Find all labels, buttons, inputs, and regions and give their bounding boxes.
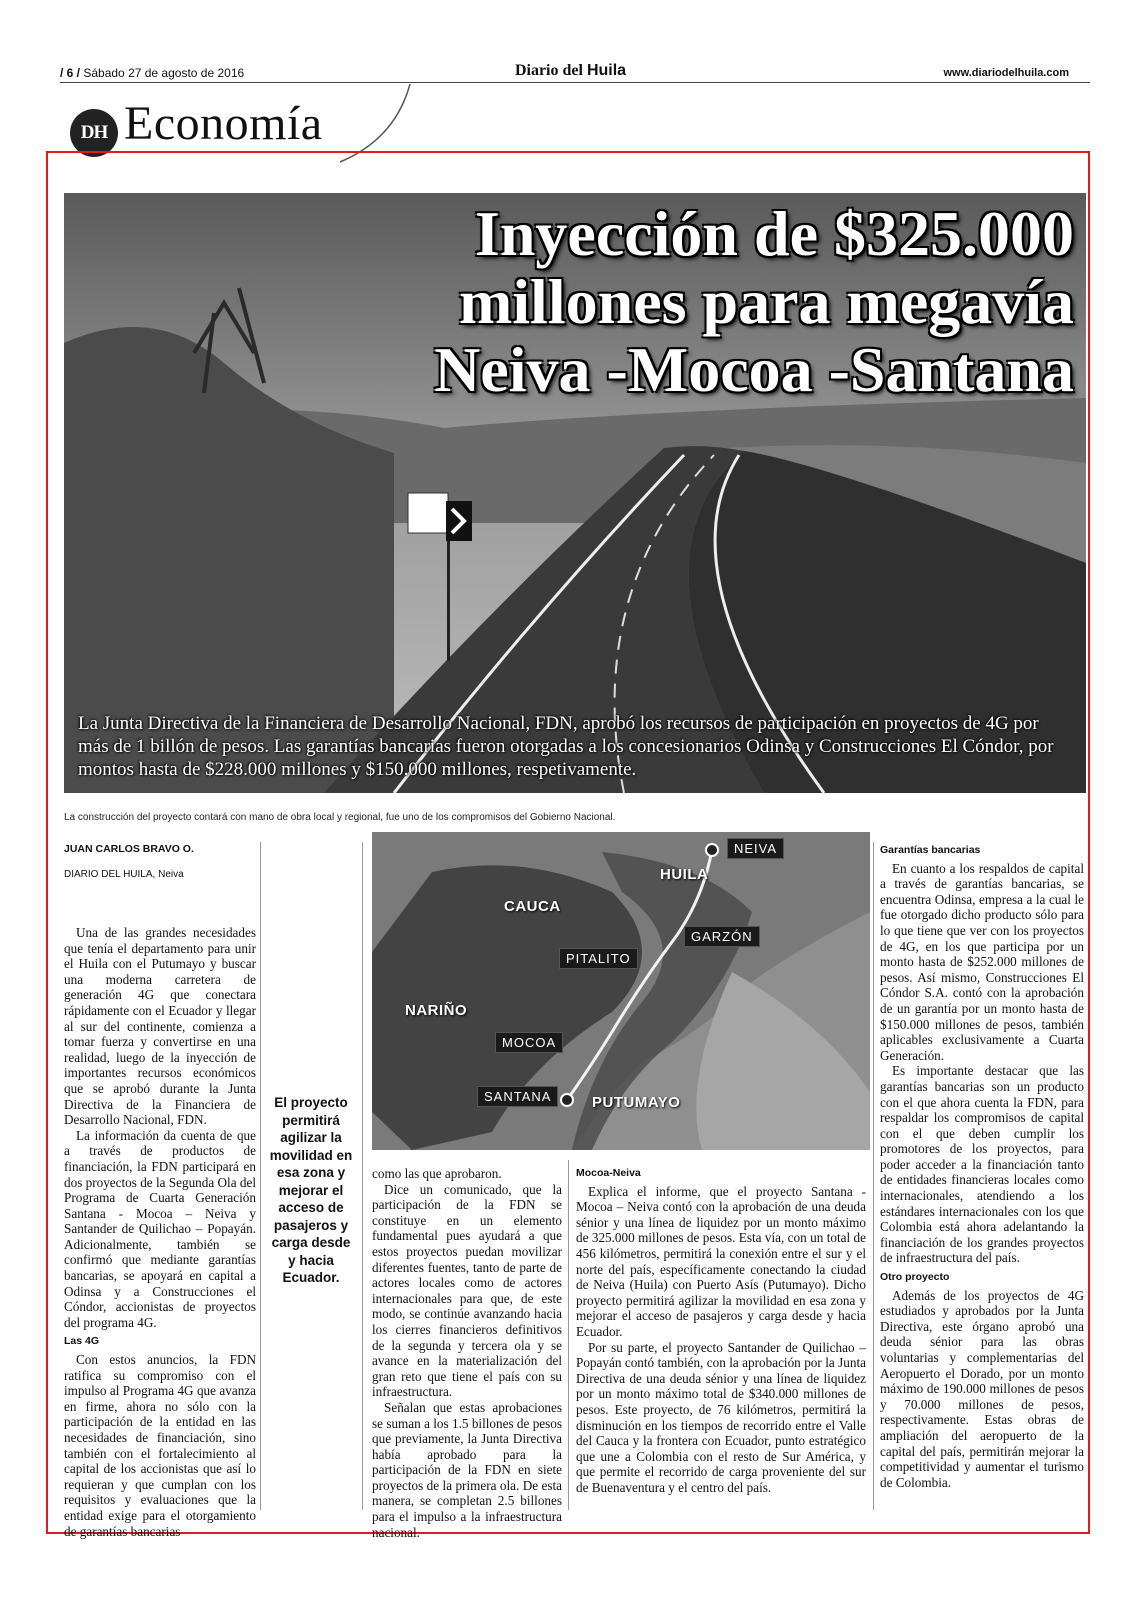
article-column-2 [372, 1166, 562, 1540]
section-title: Economía [124, 97, 323, 150]
headline [64, 200, 1074, 404]
map-label-mocoa: MOCOA [495, 1032, 563, 1053]
header-rule [60, 82, 1090, 83]
paragraph: En cuanto a los respaldos de capital a través de garantías bancarias, se encuentra Odinsa, empresa a la cual le fue otorgado dicho producto sólo para lo que tiene que ver con los proyectos de 4G, en los que participa por un monto hasta de $252.000 millones de pesos. Así mismo, Construcciones El Cóndor S.A. contó con la aprobación de un garantía por un monto hasta de $150.000 millones de pesos, también aplicables exclusivamente a Cuarta Generación. [880, 860, 1084, 1063]
photo-caption: La construcción del proyecto contará con mano de obra local y regional, fue uno de los compromisos del Gobierno Nacional. [64, 812, 616, 823]
map-label-neiva: NEIVA [727, 838, 784, 859]
page-number: / 6 / [60, 66, 81, 80]
map-label-narino: NARIÑO [405, 1002, 468, 1019]
headline-line-1: Inyección de $325.000 [474, 198, 1074, 269]
map-label-pitalito: PITALITO [559, 948, 638, 969]
pull-quote: El proyecto permitirá agilizar la movilidad en esa zona y mejorar el acceso de pasajeros y carga desde y hacia Ecuador. [269, 1095, 353, 1285]
map-label-cauca: CAUCA [504, 898, 561, 915]
paragraph: Una de las grandes necesidades que tenía el departamento para unir el Huila con el Putumayo y buscar una moderna carretera de generación 4G que conectara rápidamente con el Ecuador y llegar al sur del continente, comienza a tomar fuerza y convertirse en una realidad, luego de la inyección de importantes recursos económicos que se aprobó durante la Junta Directiva de la Financiera de Desarrollo Nacional, FDN. [64, 925, 256, 1128]
subheading-otro-proyecto: Otro proyecto [880, 1271, 950, 1284]
column-divider [362, 842, 363, 1510]
paragraph: La información da cuenta de que a través de productos de financiación, la FDN participará en dos proyectos de la Segunda Ola del Programa de Cuarta Generación Santana - Mocoa – Neiva y Santander de Quilichao – Popayán. Adicionalmente, también se confirmó que mediante garantías bancarias, se apoyará en capital a Odinsa y a Construcciones el Cóndor, accionistas de proyectos del programa 4G. [64, 1127, 256, 1330]
subheadline: La Junta Directiva de la Financiera de Desarrollo Nacional, FDN, aprobó los recursos de participación en proyectos de 4G por más de 1 billón de pesos. Las garantías bancarias fueron otorgadas a los concesionarios Odinsa y Construcciones El Cóndor, por montos hasta de $228.000 millones y $150.000 millones, respetivamente. [78, 713, 1054, 780]
masthead-part-2: Huila [586, 62, 627, 79]
issue-date: Sábado 27 de agosto de 2016 [83, 66, 245, 80]
masthead-part-1: Diario del [514, 62, 583, 79]
paragraph: Es importante destacar que las garantías bancarias son un producto con el que ahora cuenta la FDN, para respaldar los compromisos de capital con el que deben cumplir los promotores de los proyectos, para poder acceder a la financiación tanto de entidades financieras locales como internacionales, atendiendo a los estándares internacionales con los que Colombia está ahora adelantando la financiación de los grandes proyectos de infraestructura del país. [880, 1063, 1084, 1266]
byline [64, 843, 194, 880]
paragraph: Señalan que estas aprobaciones se suman a los 1.5 billones de pesos que previamente, la Junta Directiva había aprobado para la participación de la FDN en siete proyectos de la primera ola. De esta manera, se completan 2.5 billones para el impulso a la infraestructura nacional. [372, 1399, 562, 1540]
map-label-garzon: GARZÓN [684, 926, 760, 947]
map-label-santana: SANTANA [477, 1086, 558, 1107]
dh-logo: DH [70, 109, 118, 157]
outlet-name: DIARIO DEL HUILA, Neiva [64, 869, 184, 880]
map-label-huila: HUILA [660, 866, 709, 883]
subheading-mocoa-neiva: Mocoa-Neiva [576, 1167, 641, 1179]
paragraph: Con estos anuncios, la FDN ratifica su compromiso con el impulso al Programa 4G que avanza en firme, ahora no sólo con la participación de la entidad en las necesidades de financiación, sino también con el fortalecimiento al capital de los accionistas que así lo requieran y que cumplan con los requisitos y evaluaciones que la entidad exige para el otorgamiento de garantías bancarias [64, 1352, 256, 1539]
subheading-garantias: Garantías bancarias [880, 844, 981, 856]
map-label-putumayo: PUTUMAYO [592, 1094, 681, 1111]
article-column-1 [64, 925, 256, 1539]
headline-line-3: Neiva -Mocoa -Santana [434, 334, 1074, 405]
headline-line-2: millones para megavía [458, 266, 1074, 337]
route-map [372, 832, 870, 1150]
column-divider [873, 842, 874, 1510]
subheading-4g: Las 4G [64, 1335, 100, 1348]
paragraph: como las que aprobaron. [372, 1166, 502, 1181]
article-column-4 [880, 844, 1084, 1490]
paragraph: Dice un comunicado, que la participación de la FDN se constituye en un elemento fundamental pues ayudará a que estos proyectos puedan movilizar diferentes fuentes, tanto de parte de actores locales como de actores internacionales para que, de este modo, se continúe avanzando hacia los cierres financieros definitivos de la segunda y tercera ola y se avance en la materialización del gran reto que tiene el país con su infraestructura. [372, 1181, 562, 1400]
author-name: JUAN CARLOS BRAVO O. [64, 843, 194, 855]
column-divider [260, 842, 261, 1510]
article-column-3 [576, 1166, 866, 1495]
paragraph: Por su parte, el proyecto Santander de Quilichao – Popayán contó también, con la aprobación por la Junta Directiva de una deuda sénior y una línea de liquidez por un monto máximo total de $340.000 millones de pesos. Este proyecto, de 76 kilómetros, permitirá la disminución en los tiempos de recorrido entre el Valle del Cauca y la frontera con Ecuador, punto estratégico que une a Colombia con el resto de Sur América, y que permite el recorrido de carga proveniente del sur de Buenaventura y el centro del país. [576, 1339, 866, 1495]
website-url: www.diariodelhuila.com [943, 67, 1069, 79]
column-divider [568, 1160, 569, 1510]
paragraph: Además de los proyectos de 4G estudiados y aprobados por la Junta Directiva, este órgano aprobó una deuda sénior para las obras voluntarias y complementarias del Aeropuerto el Dorado, por un monto máximo de 190.000 millones de pesos y 70.000 millones de pesos, respectivamente. Estas obras de ampliación del aeropuerto de la capital del país, permitirán mejorar la competitividad y aumentar el turismo de Colombia. [880, 1287, 1084, 1490]
paragraph: Explica el informe, que el proyecto Santana - Mocoa – Neiva contó con la aprobación de una deuda sénior y una línea de liquidez por un monto máximo de 325.000 millones de pesos. Esta vía, con un total de 456 kilómetros, permitirá la conexión entre el sur y el norte del país, específicamente conectando la ciudad de Neiva (Huila) con Puerto Asís (Putumayo). Dicho proyecto permitirá agilizar la movilidad en esa zona y mejorar el acceso de pasajeros y carga desde y hacia Ecuador. [576, 1183, 866, 1339]
